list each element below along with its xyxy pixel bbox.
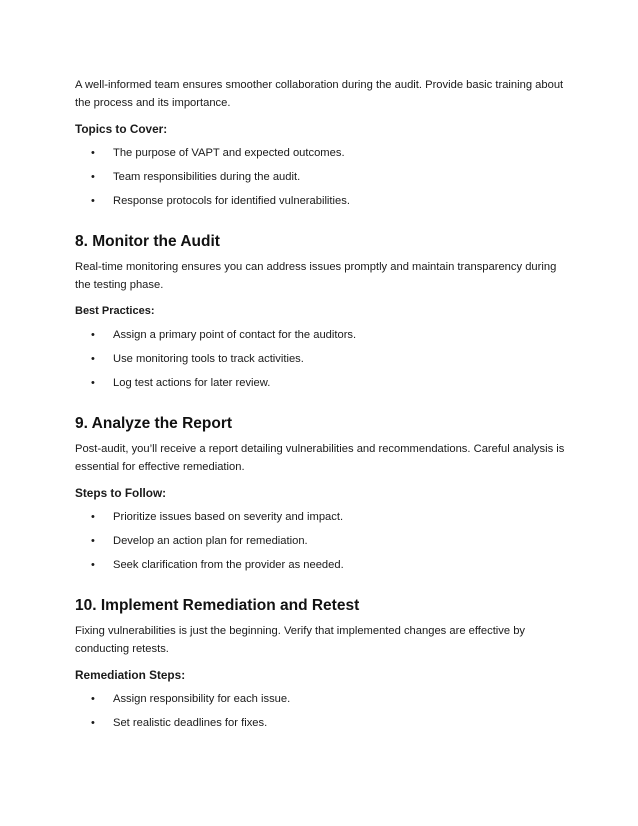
list-item (75, 145, 568, 161)
bullet-icon: • (91, 171, 95, 183)
bullet-icon: • (91, 717, 95, 729)
section-heading: 8. Monitor the Audit (75, 233, 220, 250)
bullet-icon: • (91, 147, 95, 159)
section-heading: 10. Implement Remediation and Retest (75, 597, 360, 614)
bullet-icon: • (91, 377, 95, 389)
list-item-text: Response protocols for identified vulnerabilities. (113, 195, 350, 207)
intro-list (75, 145, 568, 209)
list-item-text: The purpose of VAPT and expected outcomes. (113, 147, 345, 159)
list-item (75, 193, 568, 209)
section-subheading: Remediation Steps: (75, 668, 186, 682)
intro-paragraph: A well-informed team ensures smoother collaboration during the audit. Provide basic training about the process and its importance. (75, 79, 564, 109)
list-item-text: Use monitoring tools to track activities. (113, 353, 304, 365)
section-subheading: Best Practices: (75, 305, 155, 317)
section-monitor-audit (75, 231, 568, 391)
intro-block (75, 76, 568, 209)
list-item-text: Log test actions for later review. (113, 377, 271, 389)
bullet-icon: • (91, 511, 95, 523)
list-item (75, 375, 568, 391)
section-heading: 9. Analyze the Report (75, 415, 233, 432)
list-item-text: Assign a primary point of contact for the auditors. (113, 329, 357, 341)
list-item-text: Assign responsibility for each issue. (113, 693, 291, 705)
section-subheading: Steps to Follow: (75, 486, 167, 500)
section-paragraph: Fixing vulnerabilities is just the beginning. Verify that implemented changes are effective by conducting retests. (75, 625, 526, 655)
list-item (75, 715, 568, 731)
bullet-icon: • (91, 559, 95, 571)
bullet-icon: • (91, 329, 95, 341)
section-paragraph: Post-audit, you’ll receive a report detailing vulnerabilities and recommendations. Careful analysis is essential for effective remediation. (75, 443, 565, 473)
list-item (75, 351, 568, 367)
bullet-icon: • (91, 693, 95, 705)
list-item-text: Team responsibilities during the audit. (113, 171, 301, 183)
bullet-icon: • (91, 353, 95, 365)
bullet-icon: • (91, 535, 95, 547)
list-item-text: Seek clarification from the provider as needed. (113, 559, 344, 571)
list-item-text: Develop an action plan for remediation. (113, 535, 308, 547)
list-item (75, 533, 568, 549)
bullet-icon: • (91, 195, 95, 207)
section-list (75, 691, 568, 731)
section-list (75, 327, 568, 391)
section-remediation-retest (75, 595, 568, 731)
list-item (75, 327, 568, 343)
section-paragraph: Real-time monitoring ensures you can address issues promptly and maintain transparency during the testing phase. (75, 261, 557, 291)
list-item-text: Set realistic deadlines for fixes. (113, 717, 268, 729)
list-item (75, 509, 568, 525)
list-item (75, 557, 568, 573)
section-analyze-report (75, 413, 568, 573)
list-item (75, 691, 568, 707)
section-list (75, 509, 568, 573)
list-item (75, 169, 568, 185)
intro-subheading: Topics to Cover: (75, 122, 168, 136)
list-item-text: Prioritize issues based on severity and impact. (113, 511, 344, 523)
